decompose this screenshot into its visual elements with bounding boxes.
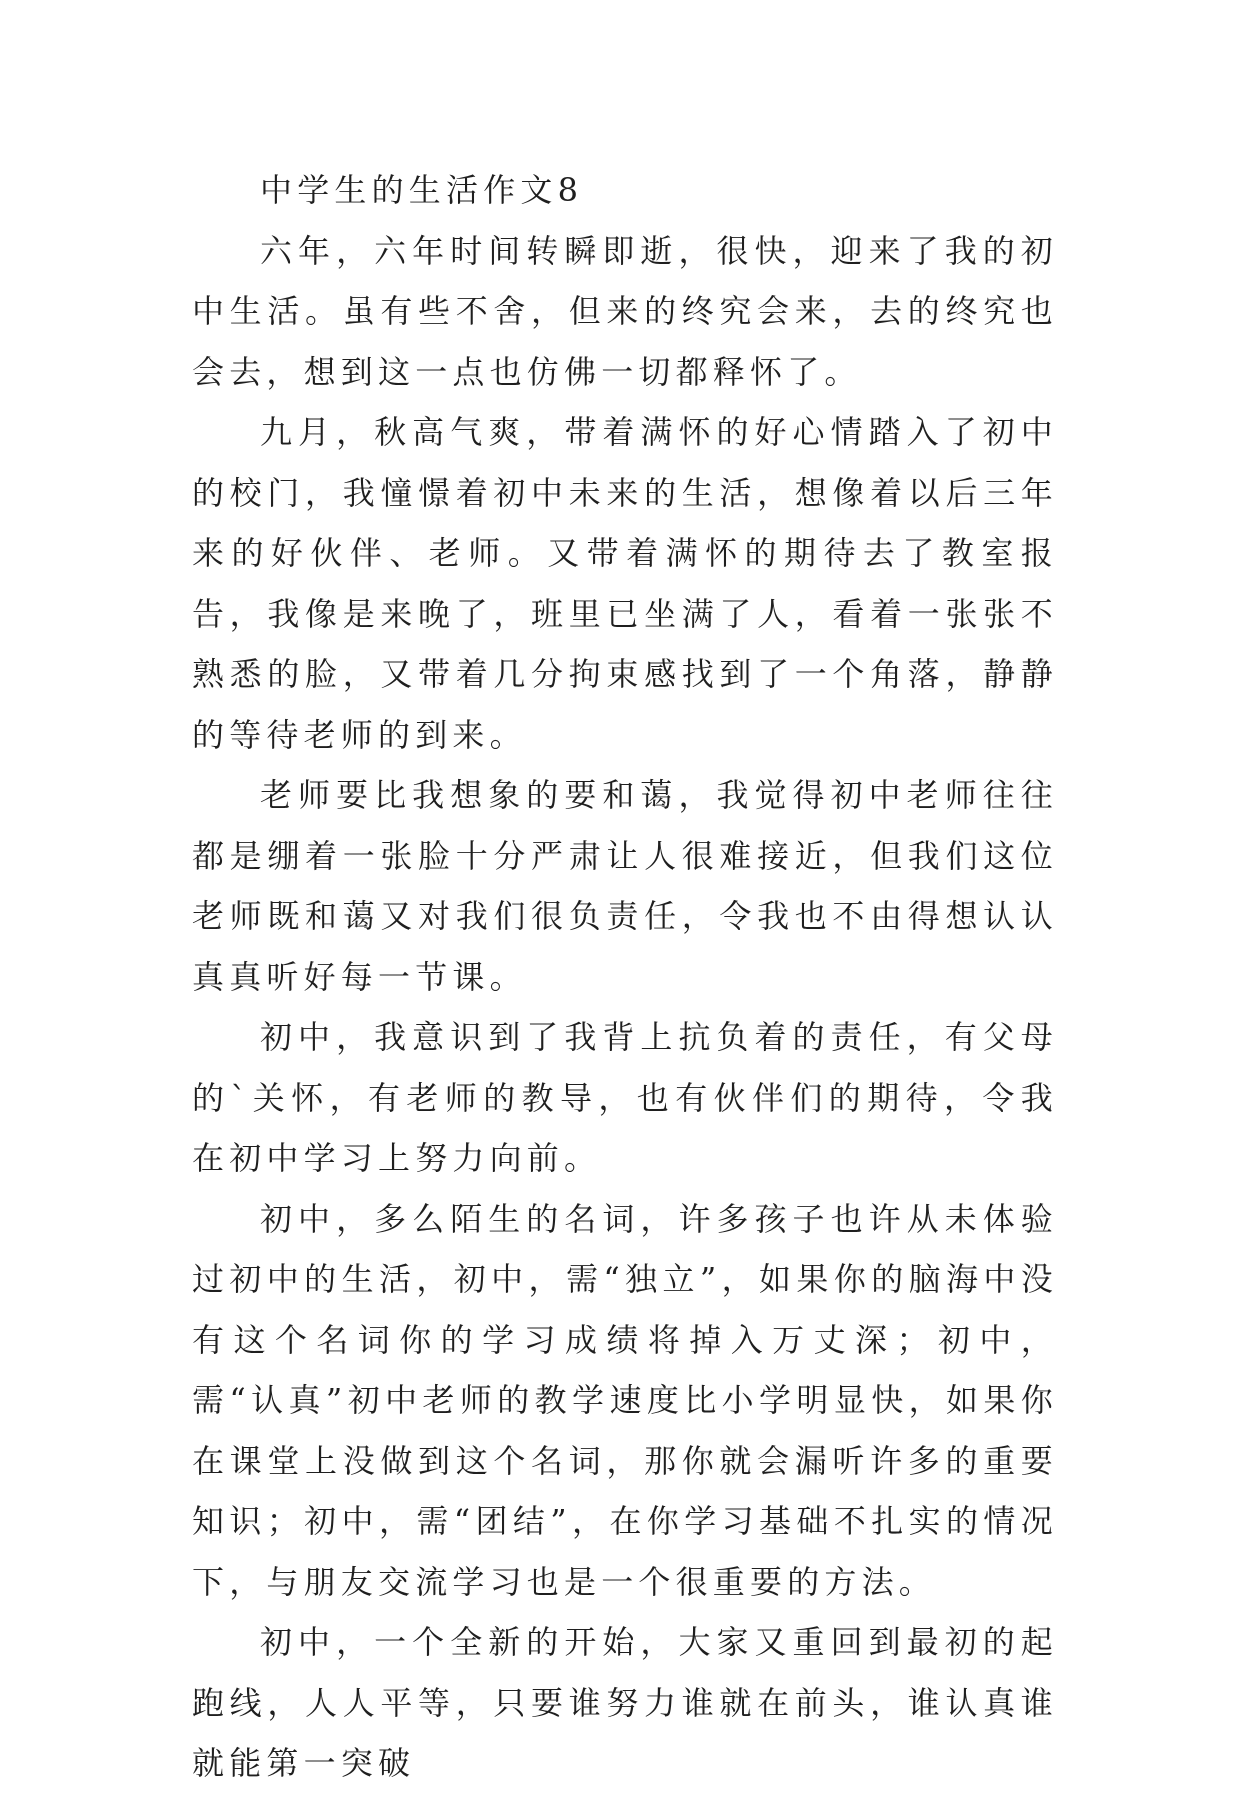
essay-title: 中学生的生活作文8	[260, 171, 584, 209]
paragraph: 初中，多么陌生的名词，许多孩子也许从未体验过初中的生活，初中，需“独立”，如果你的脑海中没有这个名词你的学习成绩将掉入万丈深；初中，需“认真”初中老师的教学速度比小学明显快，如果你在课堂上没做到这个名词，那你就会漏听许多的重要知识；初中，需“团结”，在你学习基础不扎实的情况下，与朋友交流学习也是一个很重要的方法。	[192, 1199, 1058, 1601]
paragraph: 初中，一个全新的开始，大家又重回到最初的起跑线，人人平等，只要谁努力谁就在前头，谁认真谁就能第一突破	[192, 1623, 1058, 1782]
paragraph: 九月，秋高气爽，带着满怀的好心情踏入了初中的校门，我憧憬着初中未来的生活，想像着以后三年来的好伙伴、老师。又带着满怀的期待去了教室报告，我像是来晚了，班里已坐满了人，看着一张张不熟悉的脸，又带着几分拘束感找到了一个角落，静静的等待老师的到来。	[192, 413, 1058, 754]
paragraph: 老师要比我想象的要和蔼，我觉得初中老师往往都是绷着一张脸十分严肃让人很难接近，但我们这位老师既和蔼又对我们很负责任，令我也不由得想认认真真听好每一节课。	[192, 776, 1058, 996]
paragraph: 初中，我意识到了我背上抗负着的责任，有父母的`关怀，有老师的教导，也有伙伴们的期待，令我在初中学习上努力向前。	[192, 1018, 1058, 1177]
essay-body	[192, 160, 1058, 1794]
paragraph: 六年，六年时间转瞬即逝，很快，迎来了我的初中生活。虽有些不舍，但来的终究会来，去的终究也会去，想到这一点也仿佛一切都释怀了。	[192, 231, 1058, 391]
